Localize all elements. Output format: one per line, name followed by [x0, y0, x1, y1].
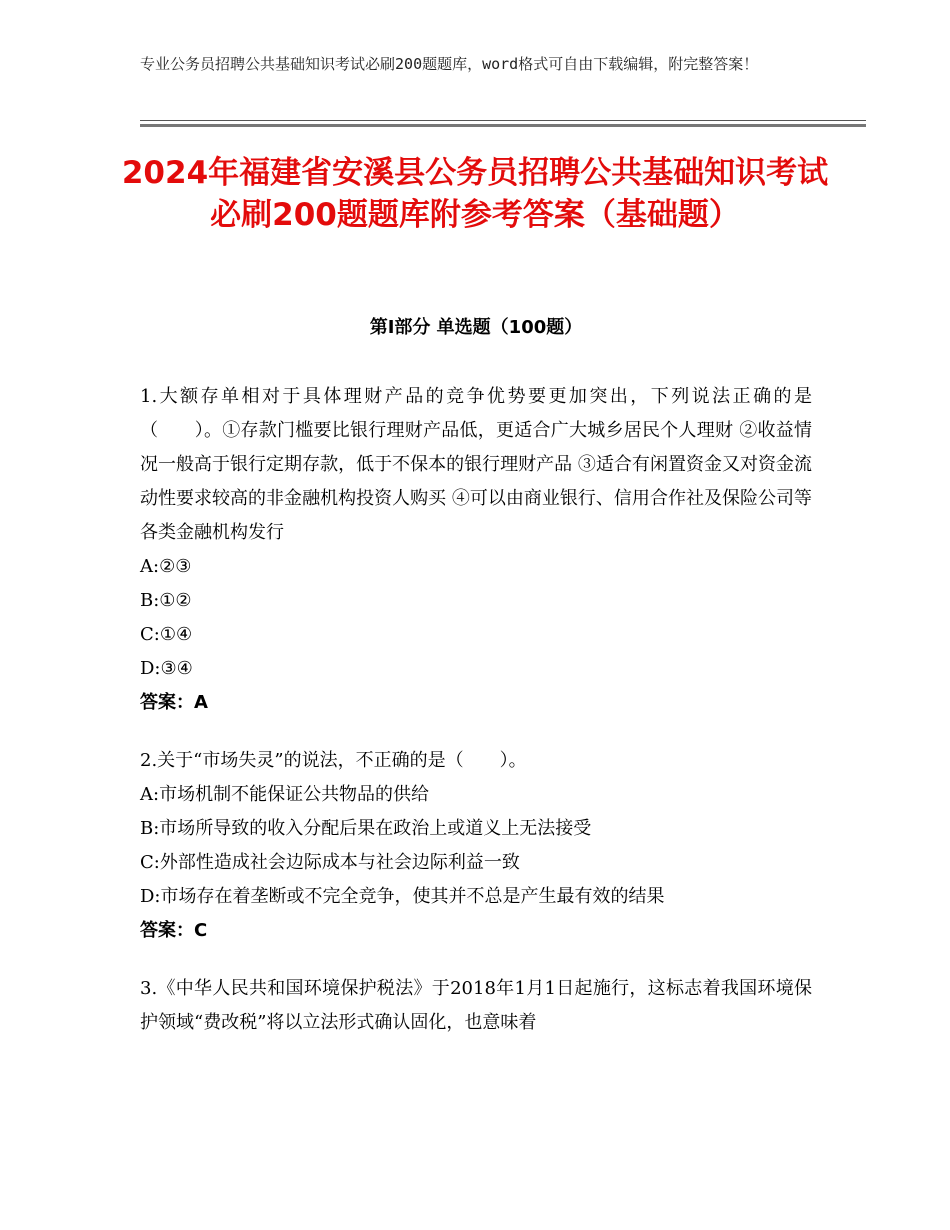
option-c: C:外部性造成社会边际成本与社会边际利益一致 [140, 852, 520, 873]
answer: 答案：A [140, 692, 208, 713]
answer: 答案：C [140, 920, 208, 941]
question-stem: 3.《中华人民共和国环境保护税法》于2018年1月1日起施行，这标志着我国环境保护领域“费改税”将以立法形式确认固化，也意味着 [140, 978, 812, 1033]
question-stem: 2.关于“市场失灵”的说法，不正确的是（ ）。 [140, 750, 527, 771]
section-title: 第Ⅰ部分 单选题（100题） [369, 317, 583, 338]
question-3 [140, 972, 812, 1040]
question-2 [140, 744, 812, 948]
option-b: B:市场所导致的收入分配后果在政治上或道义上无法接受 [140, 818, 592, 839]
option-b: B:①② [140, 590, 192, 611]
option-d: D:③④ [140, 658, 193, 679]
question-stem: 1.大额存单相对于具体理财产品的竞争优势要更加突出，下列说法正确的是（ ）。①存款门槛要比银行理财产品低，更适合广大城乡居民个人理财 ②收益情况一般高于银行定期存款，低于不保本的银行理财产品 ③适合有闲置资金又对资金流动性要求较高的非金融机构投资人购买 ④可以由商业银行、信用合作社及保险公司等各类金融机构发行 [140, 386, 812, 543]
option-a: A:市场机制不能保证公共物品的供给 [140, 784, 430, 805]
header-rule-thin [140, 120, 866, 121]
question-list [140, 380, 812, 1064]
option-d: D:市场存在着垄断或不完全竞争，使其并不总是产生最有效的结果 [140, 886, 665, 907]
header-rule-thick [140, 124, 866, 127]
document-title: 2024年福建省安溪县公务员招聘公共基础知识考试必刷200题题库附参考答案（基础题） [121, 155, 829, 233]
option-a: A:②③ [140, 556, 192, 577]
header-note: 专业公务员招聘公共基础知识考试必刷200题题库，word格式可自由下载编辑，附完整答案！ [140, 55, 759, 73]
option-c: C:①④ [140, 624, 193, 645]
question-1 [140, 380, 812, 720]
